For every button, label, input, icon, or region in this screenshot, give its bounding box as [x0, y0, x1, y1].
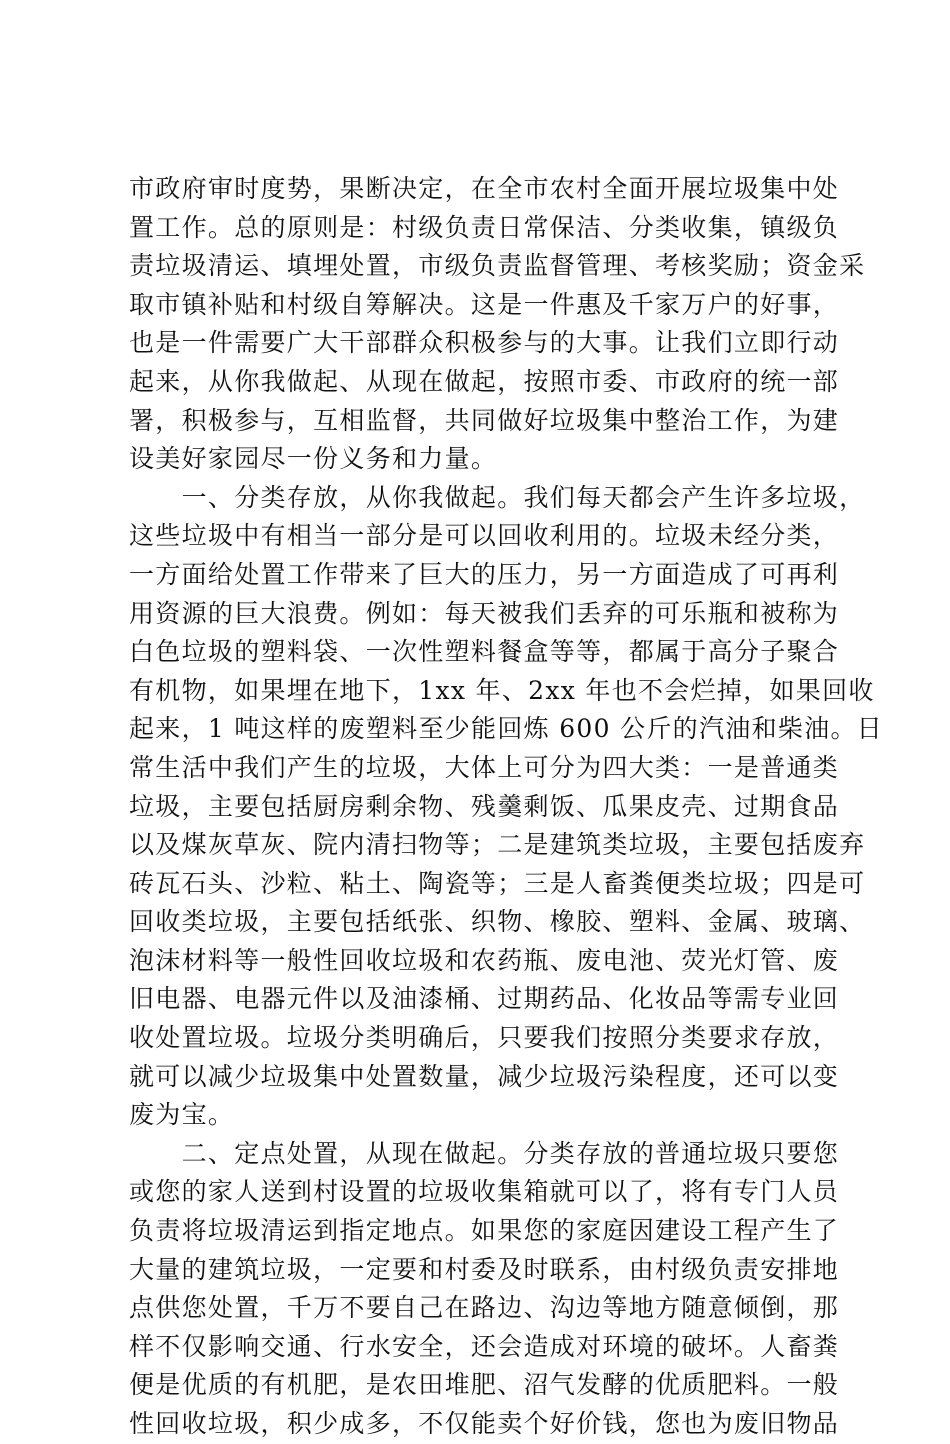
text-line: 以及煤灰草灰、院内清扫物等；二是建筑类垃圾，主要包括废弃 — [129, 830, 866, 860]
text-line: 白色垃圾的塑料袋、一次性塑料餐盒等等，都属于高分子聚合 — [129, 637, 840, 667]
text-line: 市政府审时度势，果断决定，在全市农村全面开展垃圾集中处 — [129, 174, 840, 203]
document-body — [129, 170, 884, 1444]
text-line: 一、分类存放，从你我做起。我们每天都会产生许多垃圾， — [129, 482, 866, 512]
text-line: 常生活中我们产生的垃圾，大体上可分为四大类：一是普通类 — [129, 752, 840, 782]
text-line: 这些垃圾中有相当一部分是可以回收利用的。垃圾未经分类， — [129, 521, 840, 551]
text-line: 点供您处置，千万不要自己在路边、沟边等地方随意倾倒，那 — [129, 1293, 840, 1323]
paragraph-intro — [129, 170, 866, 479]
text-line: 废为宝。 — [129, 1100, 235, 1130]
text-line: 一方面给处置工作带来了巨大的压力，另一方面造成了可再利 — [129, 559, 840, 589]
text-line: 负责将垃圾清运到指定地点。如果您的家庭因建设工程产生了 — [129, 1216, 840, 1246]
text-line: 砖瓦石头、沙粒、粘土、陶瓷等；三是人畜粪便类垃圾；四是可 — [129, 868, 866, 898]
text-line: 回收类垃圾，主要包括纸张、织物、橡胶、塑料、金属、玻璃、 — [129, 907, 866, 937]
paragraph-disposal — [129, 1135, 840, 1444]
text-line: 泡沫材料等一般性回收垃圾和农药瓶、废电池、荧光灯管、废 — [129, 945, 840, 975]
text-line: 性回收垃圾，积少成多，不仅能卖个好价钱，您也为废旧物品 — [129, 1409, 840, 1438]
text-line: 样不仅影响交通、行水安全，还会造成对环境的破坏。人畜粪 — [129, 1331, 840, 1361]
text-line: 取市镇补贴和村级自筹解决。这是一件惠及千家万户的好事， — [129, 289, 840, 319]
text-line: 就可以减少垃圾集中处置数量，减少垃圾污染程度，还可以变 — [129, 1061, 840, 1091]
text-line: 大量的建筑垃圾，一定要和村委及时联系，由村级负责安排地 — [129, 1254, 840, 1284]
text-line: 用资源的巨大浪费。例如：每天被我们丢弃的可乐瓶和被称为 — [129, 598, 840, 628]
text-line: 也是一件需要广大干部群众积极参与的大事。让我们立即行动 — [129, 328, 840, 358]
text-line: 或您的家人送到村设置的垃圾收集箱就可以了，将有专门人员 — [129, 1177, 840, 1207]
text-line: 责垃圾清运、填埋处置，市级负责监督管理、考核奖励；资金采 — [129, 251, 866, 281]
text-line: 二、定点处置，从现在做起。分类存放的普通垃圾只要您 — [129, 1138, 840, 1168]
text-line: 置工作。总的原则是：村级负责日常保洁、分类收集，镇级负 — [129, 212, 840, 242]
text-line: 旧电器、电器元件以及油漆桶、过期药品、化妆品等需专业回 — [129, 984, 840, 1014]
text-line: 署，积极参与，互相监督，共同做好垃圾集中整治工作，为建 — [129, 405, 840, 435]
text-line: 起来，从你我做起、从现在做起，按照市委、市政府的统一部 — [129, 366, 840, 396]
text-line: 有机物，如果埋在地下，1xx 年、2xx 年也不会烂掉，如果回收 — [129, 675, 875, 705]
text-line: 收处置垃圾。垃圾分类明确后，只要我们按照分类要求存放， — [129, 1023, 840, 1053]
text-line: 垃圾，主要包括厨房剩余物、残羹剩饭、瓜果皮壳、过期食品 — [129, 791, 840, 821]
text-line: 设美好家园尽一份义务和力量。 — [129, 444, 498, 474]
text-line: 起来，1 吨这样的废塑料至少能回炼 600 公斤的汽油和柴油。日 — [129, 714, 884, 744]
paragraph-sorting — [129, 479, 884, 1135]
text-line: 便是优质的有机肥，是农田堆肥、沼气发酵的优质肥料。一般 — [129, 1370, 840, 1400]
